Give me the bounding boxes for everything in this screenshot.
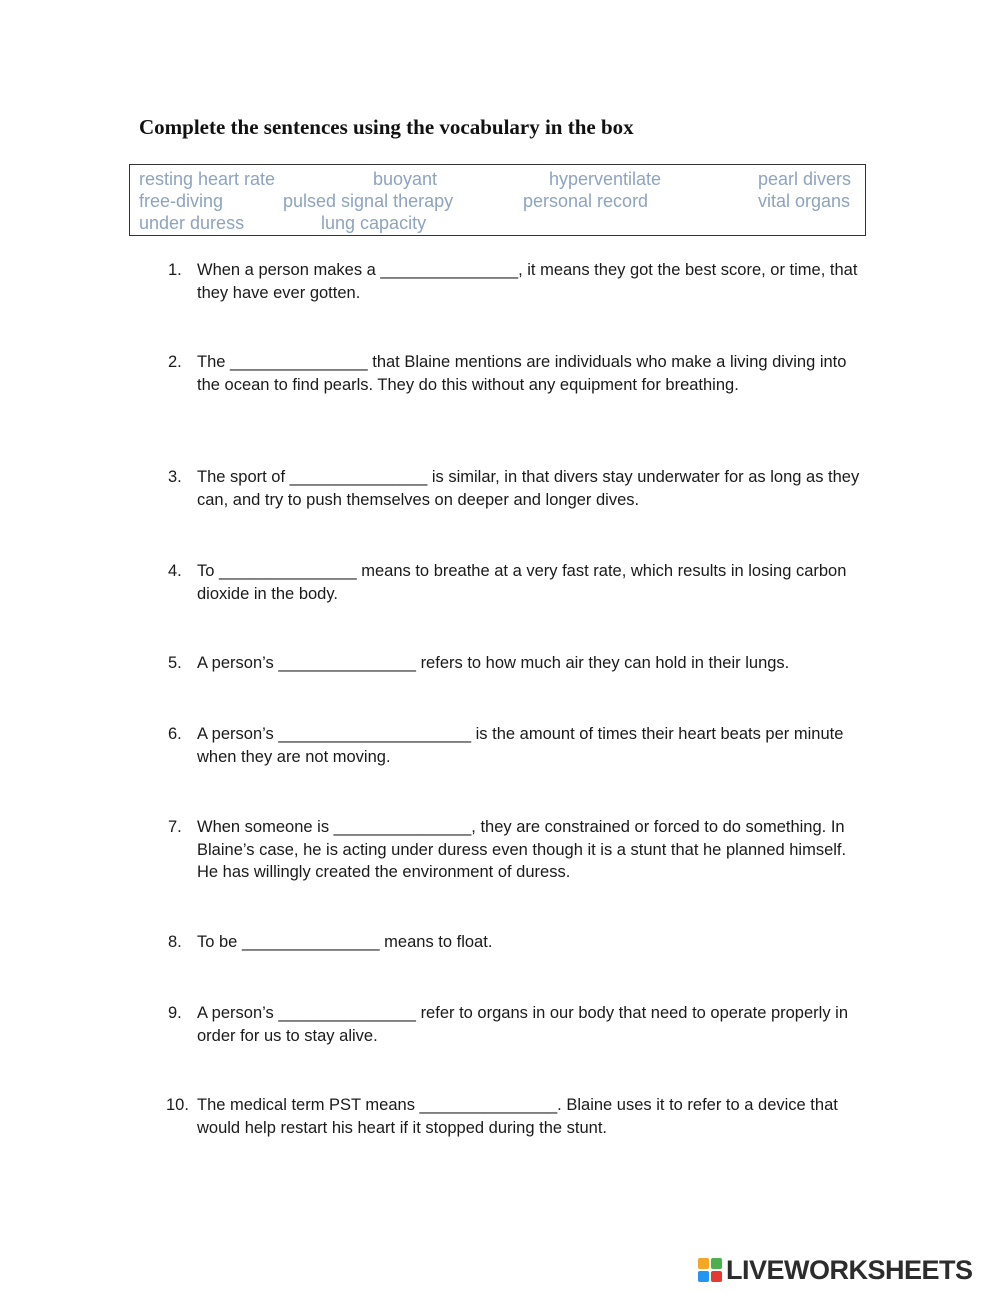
vocab-word: hyperventilate <box>549 169 662 189</box>
vocab-word: lung capacity <box>321 213 427 233</box>
question-number: 9. <box>168 1004 182 1022</box>
question-number: 4. <box>168 562 182 580</box>
logo-text: LIVEWORKSHEETS <box>726 1254 973 1285</box>
question-text: A person’s _______________ refers to how much air they can hold in their lungs. <box>197 654 790 672</box>
question-text: To _______________ means to breathe at a very fast rate, which results in losing carbon dioxide in the body. <box>197 562 847 603</box>
question-number: 6. <box>168 725 182 743</box>
logo-cube <box>711 1258 722 1269</box>
question-number: 8. <box>168 933 182 951</box>
question-1 <box>168 259 868 304</box>
question-text: A person’s _____________________ is the amount of times their heart beats per minute when they are not moving. <box>197 725 844 766</box>
question-text: The sport of _______________ is similar, in that divers stay underwater for as long as they can, and try to push themselves on deeper and longer dives. <box>197 468 860 509</box>
question-number: 10. <box>166 1096 189 1114</box>
vocab-word: personal record <box>523 191 649 211</box>
logo-cubes-icon <box>698 1258 722 1282</box>
question-7 <box>168 816 868 884</box>
question-text: When a person makes a _______________, it means they got the best score, or time, that they have ever gotten. <box>197 261 858 302</box>
vocab-word: pearl divers <box>758 169 852 189</box>
question-9 <box>168 1002 868 1047</box>
vocabulary-box <box>129 164 866 236</box>
question-number: 1. <box>168 261 182 279</box>
question-3 <box>168 466 868 511</box>
question-number: 7. <box>168 818 182 836</box>
question-text: The _______________ that Blaine mentions are individuals who make a living diving into the ocean to find pearls. They do this without any equipment for breathing. <box>197 353 847 394</box>
logo-cube <box>698 1258 709 1269</box>
question-number: 2. <box>168 353 182 371</box>
logo-cube <box>698 1271 709 1282</box>
question-4 <box>168 560 868 605</box>
vocab-word: resting heart rate <box>139 169 276 189</box>
question-number: 5. <box>168 654 182 672</box>
question-8 <box>168 931 868 954</box>
liveworksheets-logo <box>698 1256 973 1284</box>
page-title: Complete the sentences using the vocabulary in the box <box>139 115 634 139</box>
question-5 <box>168 652 868 675</box>
question-text: The medical term PST means _______________. Blaine uses it to refer to a device that would help restart his heart if it stopped during the stunt. <box>197 1096 838 1137</box>
question-number: 3. <box>168 468 182 486</box>
vocab-word: vital organs <box>758 191 851 211</box>
logo-cube <box>711 1271 722 1282</box>
vocab-word: free-diving <box>139 191 224 211</box>
question-2 <box>168 351 868 396</box>
question-6 <box>168 723 868 768</box>
vocab-word: under duress <box>139 213 245 233</box>
question-text: When someone is _______________, they are constrained or forced to do something. In Blaine’s case, he is acting under duress even though it is a stunt that he planned himself. He has willingly created the environment of duress. <box>197 818 847 881</box>
question-text: To be _______________ means to float. <box>197 933 493 951</box>
question-text: A person’s _______________ refer to organs in our body that need to operate properly in order for us to stay alive. <box>197 1004 849 1045</box>
vocab-word: buoyant <box>373 169 438 189</box>
question-10 <box>168 1094 868 1139</box>
vocab-word: pulsed signal therapy <box>283 191 454 211</box>
